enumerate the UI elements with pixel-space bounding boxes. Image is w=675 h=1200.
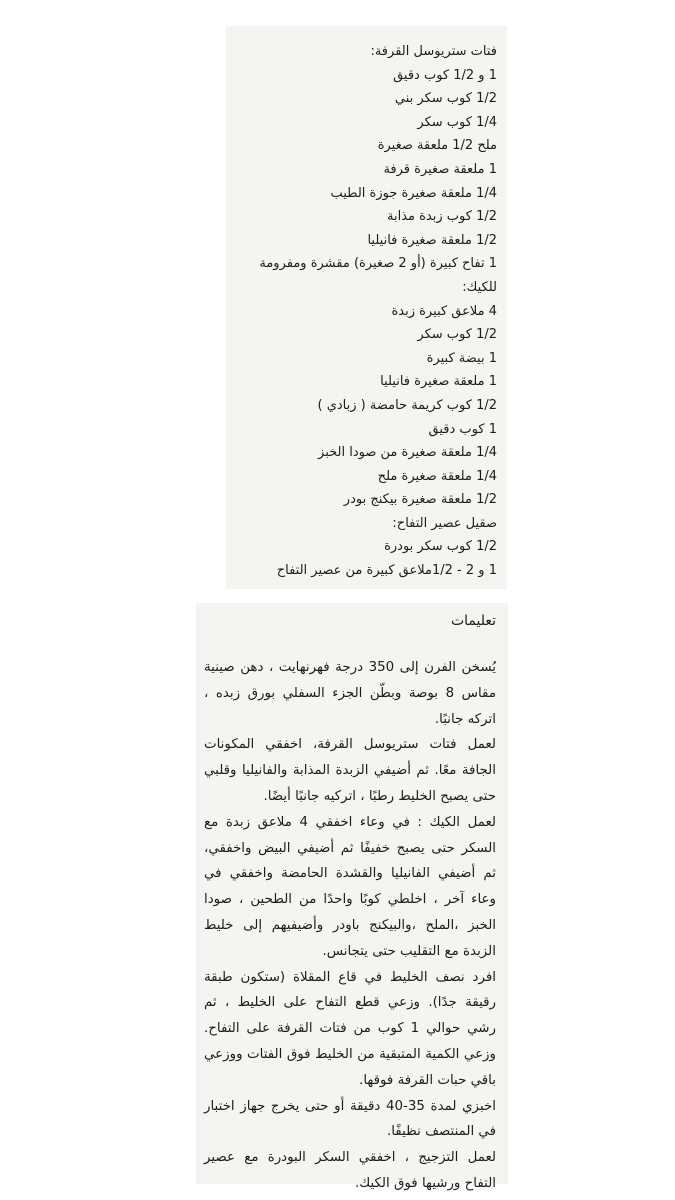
ingredient-line: 1/2 ملعقة صغيرة فانيليا	[367, 232, 497, 248]
ingredient-line: 1/2 كوب كريمة حامضة ( زبادي )	[317, 397, 497, 413]
ingredient-line: 1/2 ملعقة صغيرة بيكنج بودر	[343, 492, 497, 508]
ingredient-line: 1/2 كوب سكر	[417, 327, 497, 343]
ingredient-line: 1 و 2 - 1/2ملاعق كبيرة من عصير التفاح	[276, 563, 497, 579]
instruction-paragraph: لعمل التزجيج ، اخفقي السكر البودرة مع عصير التفاح ورشيها فوق الكيك.	[204, 1150, 496, 1191]
ingredient-line: 4 ملاعق كبيرة زبدة	[391, 303, 497, 319]
ingredient-line: 1/4 ملعقة صغيرة جوزة الطيب	[330, 185, 497, 201]
instruction-paragraph: يُسخن الفرن إلى 350 درجة فهرنهايت ، دهن صينية مقاس 8 بوصة وبطّن الجزء السفلي بورق زبده ، اتركه جانبًا.	[204, 660, 496, 727]
cake-section-heading: للكيك:	[462, 279, 497, 295]
glaze-section-heading: صقيل عصير التفاح:	[392, 515, 497, 531]
ingredient-line: 1 تفاح كبيرة (أو 2 صغيرة) مقشرة ومفرومة	[259, 256, 497, 272]
instruction-paragraph: افرد نصف الخليط في قاع المقلاة (ستكون طبقة رقيقة جدًا). وزعي قطع التفاح على الخليط ، ثم رشي حوالي 1 كوب من فتات القرفة على التفاح. وزعي الكمية المتبقية من الخليط فوق الفتات ووزعي باقي حبات القرفة فوقها.	[204, 969, 496, 1088]
ingredient-line: 1/4 ملعقة صغيرة ملح	[377, 468, 497, 484]
ingredients-card	[226, 26, 507, 589]
ingredient-line: 1/2 كوب سكر بودرة	[384, 539, 497, 555]
ingredient-line: 1 بيضة كبيرة	[426, 350, 497, 366]
instructions-card	[196, 603, 508, 1191]
ingredient-line: 1 ملعقة صغيرة فانيليا	[380, 374, 497, 390]
instruction-paragraph: لعمل فتات ستريوسل القرفة، اخفقي المكونات الجافة معًا. ثم أضيفي الزبدة المذابة والفانيليا وقلبي حتى يصبح الخليط رطبًا ، اتركيه جانبًا أيضًا.	[204, 737, 496, 804]
ingredient-line: 1/4 ملعقة صغيرة من صودا الخبز	[318, 445, 497, 461]
ingredient-line: 1/2 كوب سكر بني	[394, 91, 497, 107]
ingredient-line: 1 و 1/2 كوب دقيق	[393, 67, 497, 83]
instruction-paragraph: لعمل الكيك : في وعاء اخفقي 4 ملاعق زبدة مع السكر حتى يصبح خفيفًا ثم أضيفي البيض واخفقي، ثم أضيفي الفانيليا والقشدة الحامضة واخفقي في وعاء آخر ، اخلطي كوبًا واحدًا من الطحين ، صودا الخبز ،الملح ،والبيكنج باودر وأضيفيهم إلى خليط الزبدة مع التقليب حتى يتجانس.	[204, 814, 496, 959]
ingredient-line: ملح 1/2 ملعقة صغيرة	[377, 138, 497, 154]
ingredients-section-heading: فتات ستريوسل القرفة:	[370, 44, 497, 59]
ingredient-line: 1/2 كوب زبدة مذابة	[387, 209, 497, 225]
ingredient-line: 1 ملعقة صغيرة قرفة	[383, 161, 497, 177]
instruction-paragraph: اخبزي لمدة 35-40 دقيقة أو حتى يخرج جهاز اختبار في المنتصف نظيفًا.	[204, 1098, 496, 1140]
instructions-title: تعليمات	[450, 613, 496, 629]
ingredient-line: 1 كوب دقيق	[428, 421, 497, 437]
ingredient-line: 1/4 كوب سكر	[417, 114, 497, 130]
